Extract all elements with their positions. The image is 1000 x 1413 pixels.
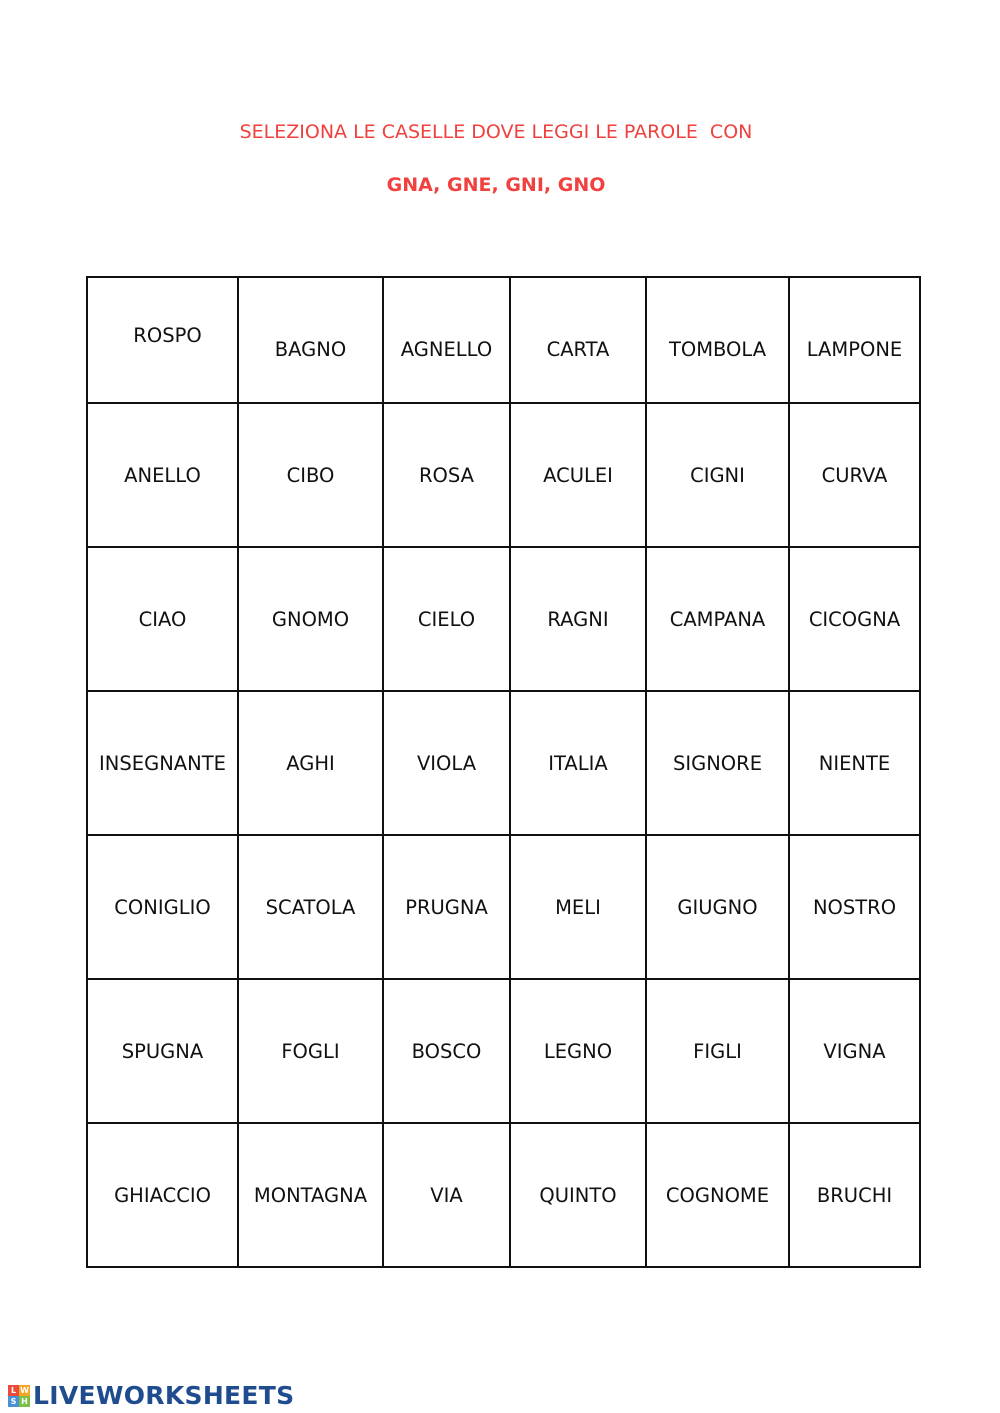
word-cell[interactable]: VIA: [383, 1123, 510, 1267]
word-cell[interactable]: CIELO: [383, 547, 510, 691]
word-cell[interactable]: BOSCO: [383, 979, 510, 1123]
word-cell[interactable]: PRUGNA: [383, 835, 510, 979]
word-cell[interactable]: CAMPANA: [646, 547, 789, 691]
word-cell[interactable]: ACULEI: [510, 403, 646, 547]
logo-square: S: [8, 1396, 19, 1407]
word-cell[interactable]: VIGNA: [789, 979, 920, 1123]
grid-row: [87, 277, 920, 403]
grid-row: [87, 979, 920, 1123]
word-cell[interactable]: SCATOLA: [238, 835, 383, 979]
word-cell[interactable]: GIUGNO: [646, 835, 789, 979]
logo-square: H: [19, 1396, 30, 1407]
word-cell[interactable]: SPUGNA: [87, 979, 238, 1123]
word-cell[interactable]: CIAO: [87, 547, 238, 691]
word-cell[interactable]: ANELLO: [87, 403, 238, 547]
liveworksheets-brand[interactable]: [8, 1381, 294, 1410]
word-cell[interactable]: CIBO: [238, 403, 383, 547]
word-cell[interactable]: TOMBOLA: [646, 277, 789, 403]
word-cell[interactable]: FIGLI: [646, 979, 789, 1123]
word-cell[interactable]: ROSA: [383, 403, 510, 547]
word-grid: [86, 276, 921, 1268]
word-cell[interactable]: NIENTE: [789, 691, 920, 835]
word-cell[interactable]: RAGNI: [510, 547, 646, 691]
word-cell[interactable]: INSEGNANTE: [87, 691, 238, 835]
word-cell[interactable]: FOGLI: [238, 979, 383, 1123]
word-cell[interactable]: BRUCHI: [789, 1123, 920, 1267]
word-cell[interactable]: AGHI: [238, 691, 383, 835]
word-cell[interactable]: SIGNORE: [646, 691, 789, 835]
grid-row: [87, 835, 920, 979]
grid-row: [87, 691, 920, 835]
instruction-text: SELEZIONA LE CASELLE DOVE LEGGI LE PAROLE CON: [239, 121, 753, 143]
word-cell[interactable]: CURVA: [789, 403, 920, 547]
brand-wordmark: LIVEWORKSHEETS: [33, 1381, 295, 1410]
word-cell[interactable]: CONIGLIO: [87, 835, 238, 979]
word-cell[interactable]: LEGNO: [510, 979, 646, 1123]
word-cell[interactable]: BAGNO: [238, 277, 383, 403]
word-cell[interactable]: NOSTRO: [789, 835, 920, 979]
word-cell[interactable]: VIOLA: [383, 691, 510, 835]
word-cell[interactable]: CICOGNA: [789, 547, 920, 691]
word-cell[interactable]: ITALIA: [510, 691, 646, 835]
word-cell[interactable]: QUINTO: [510, 1123, 646, 1267]
word-cell[interactable]: GHIACCIO: [87, 1123, 238, 1267]
grid-row: [87, 547, 920, 691]
word-cell[interactable]: AGNELLO: [383, 277, 510, 403]
syllables-heading: GNA, GNE, GNI, GNO: [386, 174, 606, 196]
word-cell[interactable]: MELI: [510, 835, 646, 979]
word-cell[interactable]: MONTAGNA: [238, 1123, 383, 1267]
word-cell[interactable]: CIGNI: [646, 403, 789, 547]
grid-row: [87, 403, 920, 547]
word-cell[interactable]: CARTA: [510, 277, 646, 403]
word-cell[interactable]: ROSPO: [87, 277, 238, 403]
grid-row: [87, 1123, 920, 1267]
liveworksheets-logo-icon: [8, 1385, 30, 1407]
logo-square: W: [20, 1385, 29, 1395]
word-cell[interactable]: COGNOME: [646, 1123, 789, 1267]
word-cell[interactable]: GNOMO: [238, 547, 383, 691]
word-cell[interactable]: LAMPONE: [789, 277, 920, 403]
logo-square: L: [8, 1385, 19, 1396]
